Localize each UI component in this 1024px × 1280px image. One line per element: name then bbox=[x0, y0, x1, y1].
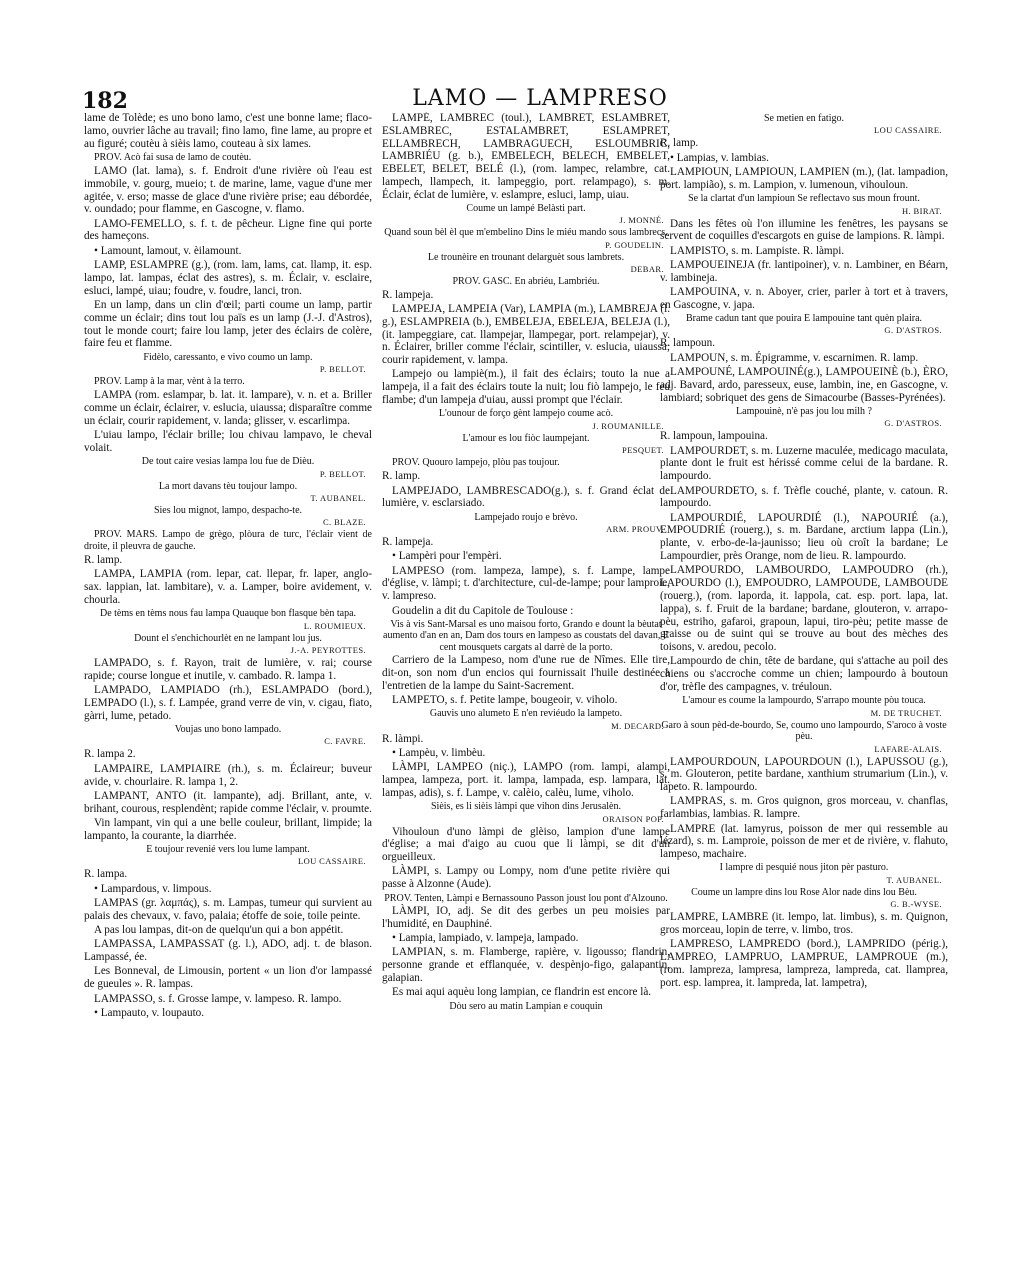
quotation-attribution: C. BLAZE. bbox=[322, 517, 366, 528]
quotation: L'ounour de forço gènt lampejo coume acò. bbox=[438, 408, 614, 420]
dictionary-entry: LAMPOURDET, s. m. Luzerne maculée, medicago maculata, plante dont le fruit est hérissé comme celui de la bardane. R. lampourdo. bbox=[660, 444, 948, 483]
quotation-attribution: J. MONNÉ. bbox=[619, 215, 664, 226]
column-left bbox=[84, 112, 372, 1021]
dictionary-entry: LAMPISTO, s. m. Lampiste. R. làmpi. bbox=[670, 244, 845, 257]
dictionary-entry: LAMPOUEINEJA (fr. lantipoiner), v. n. Lambiner, en Béarn, v. lambineja. bbox=[660, 258, 948, 284]
dictionary-entry: LAMPOUINA, v. n. Aboyer, crier, parler à tort et à travers, en Gascogne, v. japa. bbox=[660, 285, 948, 311]
dictionary-entry: • Lampardous, v. limpous. bbox=[94, 882, 212, 895]
quotation-attribution: ARM. PROUV. bbox=[606, 524, 664, 535]
page-number: 182 bbox=[82, 88, 128, 114]
quotation: De tout caire vesias lampa lou fue de Dièu. bbox=[141, 456, 315, 468]
quotation: Lampejado roujo e brèvo. bbox=[474, 511, 578, 523]
quotation-attribution: H. BIRAT. bbox=[901, 205, 942, 216]
entry-reference: R. lampa 2. bbox=[84, 748, 136, 761]
dictionary-entry: LAMPETO, s. f. Petite lampe, bougeoir, v. viholo. bbox=[392, 693, 618, 706]
entry-reference: lame de Tolède; es uno bono lamo, c'est une bonne lame; flaco-lamo, ouvrier lâche au travail; fino lamo, fine lame, au propre et au figuré; coutèu à sièis lamo, couteau à six lames. bbox=[84, 112, 372, 150]
entry-reference: R. làmpi. bbox=[382, 732, 424, 745]
quotation: Le trounèire en trounant delarguèt sous lambrets. bbox=[427, 251, 625, 263]
quotation: Se metien en fatigo. bbox=[764, 113, 844, 124]
quotation: Garo à soun pèd-de-bourdo, Se, coumo uno lampourdo, S'aroco à voste pèu. bbox=[661, 719, 947, 743]
dictionary-entry: LAMPOURDO, LAMBOURDO, LAMPOUDRO (rh.), LAPOURDO (l.), EMPOUDRO, LAMPOUDE, LAMBOUDE (rouerg.), (rom. laporda, it. lappola, cat. esp. port. lapa, lat. lappa), s. f. Fruit de la bardane; bardane, glouteron, v. arrapo-pèu, estriho, gafaroi, grapoun, lapui, tiro-pèu; petite masse de graisse ou de suint qui se trouve au bout des mèches des toisons, v. aredou, pecolo. bbox=[660, 564, 948, 654]
dictionary-entry: LAMPIOUN, LAMPIOUN, LAMPIEN (m.), (lat. lampadion, port. lampião), s. m. Lampion, v. lumenoun, vihouloun. bbox=[660, 166, 948, 191]
dictionary-entry: Goudelin a dit du Capitole de Toulouse : bbox=[392, 604, 574, 617]
quotation-attribution: PESQUET. bbox=[621, 445, 664, 456]
dictionary-entry: LAMPEJA, LAMPEIA (Var), LAMPIA (m.), LAMBREJA (l. g.), ESLAMPREIA (b.), EMBELEJA, EBELEJA, BELEJA (l.), (it. lampeggiare, cat. llampejar, llampegar, port. relampejar), v. n. Éclairer, briller comme l'éclair, scintiller, v. esluciа, uiaussa; courir rapidement, v. lampa. bbox=[382, 303, 670, 367]
quotation: Dount el s'enchichourlèt en ne lampant lou jus. bbox=[134, 632, 322, 644]
proverb: PROV. MARS. Lampo de grègo, plòura de turc, l'éclair vient de droite, il pleuvra de gauche. bbox=[84, 529, 372, 552]
quotation: L'amour es lou fiòc laumpejant. bbox=[462, 432, 590, 444]
dictionary-entry: LAMPADO, s. f. Rayon, trait de lumière, v. rai; course rapide; course longue et inutile, v. cambado. R. lampa 1. bbox=[84, 657, 372, 682]
dictionary-entry: LAMPADO, LAMPIADO (rh.), ESLAMPADO (bord.), LEMPADO (l.), s. f. Lampée, grand verre de vin, v. cigau, fiato, gàrri, lume, petado. bbox=[84, 684, 372, 722]
quotation: Sièis, es li sièis làmpi que vihon dins Jerusalèn. bbox=[431, 801, 621, 813]
dictionary-entry: En un lamp, dans un clin d'œil; parti coume un lamp, partir comme un éclair; dins tout lou païs es un lamp (J.-J. d'Astros), tout le monde court; faire lou lamp, jeter des éclairs de colère, faire feu et flamme. bbox=[84, 298, 372, 350]
dictionary-entry: • Lampèri pour l'empèri. bbox=[392, 550, 502, 563]
dictionary-entry: LAMPOURDETO, s. f. Trèfle couché, plante, v. catoun. R. lampourdo. bbox=[660, 484, 948, 510]
quotation-attribution: G. D'ASTROS. bbox=[884, 418, 942, 429]
dictionary-entry: LAMPESO (rom. lampeza, lampe), s. f. Lampe, lampe d'église, v. làmpi; t. d'architecture, cul-de-lampe; pour lamproie, v. lampreso. bbox=[382, 564, 670, 603]
dictionary-entry: A pas lou lampas, dit-on de quelqu'un qui a bon appétit. bbox=[94, 924, 344, 937]
dictionary-entry: LÀMPI, LAMPEO (niç.), LAMPO (rom. lampi, alampi, lampea, lampeza, port. it. lampa, lampada, esp. lampara, lat. lampas, adis), s. f. Lampe, v. calèio, calèu, lume, viholo. bbox=[382, 761, 670, 799]
quotation-attribution: P. BELLOT. bbox=[319, 364, 366, 375]
dictionary-entry: LAMPAIRE, LAMPIAIRE (rh.), s. m. Éclaireur; buveur avide, v. chourlaire. R. lampa 1, 2. bbox=[84, 762, 372, 788]
dictionary-entry: LAMPRE (lat. lamyrus, poisson de mer qui ressemble au lézard), s. m. Lamproie, poisson de mer et de rivière, v. flahuto, lampeso, machaire. bbox=[660, 822, 948, 861]
quotation: Voujas uno bono lampado. bbox=[174, 724, 282, 736]
dictionary-entry: L'uiau lampo, l'éclair brille; lou chivau lampavo, le cheval volait. bbox=[84, 429, 372, 454]
entry-reference: R. lamp. bbox=[84, 554, 123, 567]
quotation-attribution: ORAISON POP. bbox=[602, 813, 664, 824]
dictionary-entry: LAMPAS (gr. λαμπάς), s. m. Lampas, tumeur qui survient au palais des chevaux, v. favo, palaia; étoffe de soie, toile peinte. bbox=[84, 897, 372, 922]
quotation-attribution: DEBAR. bbox=[630, 264, 664, 275]
dictionary-entry: • Lampias, v. lambias. bbox=[670, 151, 769, 164]
quotation-attribution: M. DE TRUCHET. bbox=[870, 707, 942, 718]
quotation: PROV. Tenten, Làmpi e Bernassouno Passon joust lou pont d'Alzouno. bbox=[384, 892, 668, 904]
entry-reference: R. lamp. bbox=[660, 137, 699, 150]
quotation-attribution: T. AUBANEL. bbox=[310, 492, 366, 503]
dictionary-entry: LAMPOUNÉ, LAMPOUINÉ(g.), LAMPOUEINÈ (b.), ÈRO, adj. Bavard, ardo, paresseux, euse, lambin, ine, en Gascogne, v. lambiard; sobriquet des gens de Simacourbe (Basses-Pyrénées). bbox=[660, 366, 948, 404]
dictionary-entry: LAMO (lat. lama), s. f. Endroit d'une rivière où l'eau est immobile, v. gourg, mueio; t. de marine, lame, vague d'une mer agitée, v. erso; masse de glace d'une rivière prise; eau débordée, v. oundado; pour flamme, en Gascogne, v. flamo. bbox=[84, 164, 372, 216]
quotation: Vis à vis Sant-Marsal es uno maisou forto, Grando e dount la bèutat aumento d'an en an, Dam dos tours en lampeso as coustats del davan, E cent mousquets cargats al darrè de la porto. bbox=[383, 618, 669, 653]
dictionary-entry: LÀMPI, s. Lampy ou Lompy, nom d'une petite rivière qui passe à Alzonne (Aude). bbox=[382, 865, 670, 891]
quotation-attribution: J.-A. PEYROTTES. bbox=[290, 645, 366, 656]
quotation: Sies lou mignot, lampo, despacho-te. bbox=[153, 504, 303, 516]
entry-reference: R. lampoun, lampouina. bbox=[660, 430, 768, 443]
dictionary-entry: Lampourdo de chin, tête de bardane, qui s'attache au poil des chiens ou s'accroche comme un chien; lampourdo à boutoun d'or, trèfle des campagnes, v. tréuloun. bbox=[660, 655, 948, 694]
quotation: De tèms en tèms nous fau lampa Quauque bon flasque bèn tapa. bbox=[99, 608, 357, 620]
dictionary-entry: LAMPRESO, LAMPREDO (bord.), LAMPRIDO (périg.), LAMPREO, LAMPRUO, LAMPRUE, LAMPROUE (m.), (rom. lampreza, lampresa, lampreza, lampreda, cat. llamprea, port. esp. lamprea, it. lampreda, lat. lampetra), bbox=[660, 938, 948, 989]
dictionary-entry: Les Bonneval, de Limousin, portent « un lion d'or lampassé de gueules ». R. lampas. bbox=[84, 965, 372, 991]
quotation: Coume un lampé Belàsti part. bbox=[466, 203, 586, 215]
quotation: E toujour revenié vers lou lume lampant. bbox=[146, 844, 310, 855]
dictionary-entry: LAMPEJADO, LAMBRESCADO(g.), s. f. Grand éclat de lumière, v. esclarsiado. bbox=[382, 484, 670, 510]
dictionary-entry: LAMPANT, ANTO (it. lampante), adj. Brillant, ante, v. brihant, courous, resplendènt; rapide comme l'éclair, v. proumte. bbox=[84, 789, 372, 815]
quotation-attribution: G. D'ASTROS. bbox=[884, 325, 942, 336]
dictionary-entry: LAMPASSO, s. f. Grosse lampe, v. lampeso. R. lampo. bbox=[94, 992, 342, 1005]
quotation-attribution: L. ROUMIEUX. bbox=[303, 620, 366, 631]
dictionary-entry: LAMPRE, LAMBRE (it. lempo, lat. limbus), s. m. Quignon, gros morceau, lopin de terre, v. limbo, tros. bbox=[660, 911, 948, 937]
quotation: I lampre di pesquié nous jiton pèr pasturo. bbox=[719, 862, 889, 874]
quotation-attribution: LAFARE-ALAIS. bbox=[874, 743, 942, 754]
entry-reference: R. lamp. bbox=[382, 470, 421, 483]
dictionary-entry: Dans les fêtes où l'on illumine les fenêtres, les paysans se servent de coquilles d'escargots en guise de lampions. R. làmpi. bbox=[660, 217, 948, 243]
quotation: Quand soun bèl èl que m'embelino Dins le miéu mando sous lambrecs. bbox=[384, 227, 668, 239]
quotation-attribution: C. FAVRE. bbox=[324, 736, 366, 747]
quotation: La mort davans tèu toujour lampo. bbox=[158, 480, 298, 492]
dictionary-entry: LAMPOURDOUN, LAPOURDOUN (l.), LAPUSSOU (g.), s. m. Glouteron, petite bardane, xanthium strumarium (Lin.), v. lapeto. R. lampourdo. bbox=[660, 755, 948, 794]
dictionary-entry: LAMO-FEMELLO, s. f. t. de pêcheur. Ligne fine qui porte des hameçons. bbox=[84, 217, 372, 243]
dictionary-entry: LAMPRAS, s. m. Gros quignon, gros morceau, v. chanflas, farlambias, lambias. R. lampre. bbox=[660, 795, 948, 821]
dictionary-entry: LAMP, ESLAMPRE (g.), (rom. lam, lams, cat. llamp, it. esp. lampo, lat. lampas, éclat des astres), s. m. Éclair, v. esclaire, esluci, lampé, uiau; foudre, v. foudre, lanci, tron. bbox=[84, 259, 372, 297]
dictionary-entry: Es mai aqui aquèu long lampian, ce flandrin est encore là. bbox=[392, 986, 652, 999]
entry-reference: R. lampoun. bbox=[660, 337, 716, 350]
quotation: Brame cadun tant que pouira E lampouine tant quèn plaira. bbox=[685, 313, 923, 325]
dictionary-entry: LAMPA, LAMPIA (rom. lepar, cat. llepar, fr. laper, anglo-sax. lappian, lat. lambitare), v. a. Lamper, boire avidement, v. chourla. bbox=[84, 568, 372, 606]
quotation: Lampouinè, n'è pas jou lou milh ? bbox=[736, 405, 872, 417]
quotation: Se la clartat d'un lampioun Se reflectavo sus moun frount. bbox=[688, 193, 920, 205]
quotation-attribution: P. GOUDELIN. bbox=[605, 239, 664, 250]
entry-reference: R. lampeja. bbox=[382, 288, 434, 301]
quotation-attribution: P. BELLOT. bbox=[319, 468, 366, 479]
quotation: Gauvis uno alumeto E n'en reviéudo la lampeto. bbox=[429, 708, 623, 720]
quotation: PROV. GASC. En abriéu, Lambriéu. bbox=[452, 276, 600, 288]
dictionary-entry: LAMPOURDIÉ, LAPOURDIÉ (l.), NAPOURIÉ (a.), EMPOUDRIÉ (rouerg.), s. m. Bardane, arctium lappa (Lin.), plante, v. erbo-de-la-jaunisso; lieu où croît la bardane; Le Lampourdier, près Orange, nom de lieu. R. lampourdo. bbox=[660, 511, 948, 563]
quotation-attribution: LOU CASSAIRE. bbox=[873, 125, 942, 136]
quotation: Dòu sero au matin Lampian e couquin bbox=[449, 1000, 603, 1012]
dictionary-entry: LAMPOUN, s. m. Épigramme, v. escarnimen. R. lamp. bbox=[670, 351, 919, 364]
quotation-attribution: LOU CASSAIRE. bbox=[297, 856, 366, 867]
proverb: PROV. Quouro lampejo, plòu pas toujour. bbox=[392, 457, 560, 469]
dictionary-entry: LÀMPI, IO, adj. Se dit des gerbes un peu moisies par l'humidité, en Dauphiné. bbox=[382, 904, 670, 930]
dictionary-entry: Vin lampant, vin qui a une belle couleur, brillant, limpide; la lampanto, la courante, la diarrhée. bbox=[84, 816, 372, 842]
quotation-attribution: M. DECARD. bbox=[611, 720, 664, 731]
quotation: Coume un lampre dins lou Rose Alor nade dins lou Bèu. bbox=[691, 886, 917, 898]
dictionary-entry: Lampejo ou lampiè(m.), il fait des éclairs; touto la nue a lampeja, il a fait des éclairs toute la nuit; lou fiò lampejo, le feu flambe; d'un lampeja d'uiau, aussi prompt que l'éclair. bbox=[382, 368, 670, 407]
quotation: Fidèlo, caressanto, e vivo coumo un lamp. bbox=[143, 351, 313, 363]
dictionary-entry: • Lampauto, v. loupauto. bbox=[94, 1006, 205, 1019]
proverb: PROV. Acò fai susa de lamo de coutèu. bbox=[94, 151, 252, 163]
dictionary-entry: • Lampèu, v. limbèu. bbox=[392, 746, 486, 759]
column-middle bbox=[382, 112, 670, 1013]
entry-reference: R. lampa. bbox=[84, 868, 128, 881]
dictionary-entry: • Lamount, lamout, v. èilamount. bbox=[94, 244, 242, 257]
dictionary-entry: Vihouloun d'uno làmpi de glèiso, lampion d'une lampe d'église; a mai d'aigo au cuou que li làmpi, se dit d'un orgueilleux. bbox=[382, 825, 670, 864]
dictionary-entry: LAMPA (rom. eslampar, b. lat. it. lampare), v. n. et a. Briller comme un éclair, éclairer, v. esluciа, uiaussa; disparaître comme un éclair, courir rapidement, v. landa; glisser, v. escarlimpa. bbox=[84, 389, 372, 427]
dictionary-entry: LAMPÉ, LAMBREC (toul.), LAMBRET, ESLAMBRET, ESLAMBREC, ESTALAMBRET, ESLAMPRET, ELLAMBRECH, LAMBRAGUECH, ESLOUMBRIC, LAMBRIÉU (g. b.), EMBELECH, BELECH, EMBELET, EBELET, BELET, BELÉ (l.), (rom. lampec, relambre, cat. lampech, llampech, it. lampeggio, port. relampago), s. m. Éclair, éclat de lumière, v. eslampre, esluci, lamp, uiau. bbox=[382, 112, 670, 201]
quotation-attribution: G. B.-WYSE. bbox=[890, 899, 942, 910]
running-head: LAMO — LAMPRESO bbox=[412, 86, 668, 111]
dictionary-entry: Carriero de la Lampeso, nom d'une rue de Nîmes. Elle tire, dit-on, son nom d'un encios qui fournissait l'huile destinée à l'entretien de la lampe du Saint-Sacrement. bbox=[382, 654, 670, 692]
entry-reference: R. lampeja. bbox=[382, 536, 434, 549]
dictionary-entry: • Lampia, lampiado, v. lampeja, lampado. bbox=[392, 932, 579, 945]
column-right bbox=[660, 112, 948, 991]
dictionary-entry: LAMPASSA, LAMPASSAT (g. l.), ADO, adj. t. de blason. Lampassé, ée. bbox=[84, 938, 372, 964]
quotation-attribution: J. ROUMANILLE. bbox=[592, 420, 664, 431]
quotation-attribution: T. AUBANEL. bbox=[886, 874, 942, 885]
quotation: L'amour es coume la lampourdo, S'arrapo mounte pòu touca. bbox=[682, 695, 926, 707]
proverb: PROV. Lamp à la mar, vènt à la terro. bbox=[94, 376, 245, 388]
dictionary-entry: LAMPIAN, s. m. Flamberge, rapière, v. ligousso; flandrin, personne grande et efflanquée, v. despènjo-figo, galapantin, galapian. bbox=[382, 946, 670, 984]
